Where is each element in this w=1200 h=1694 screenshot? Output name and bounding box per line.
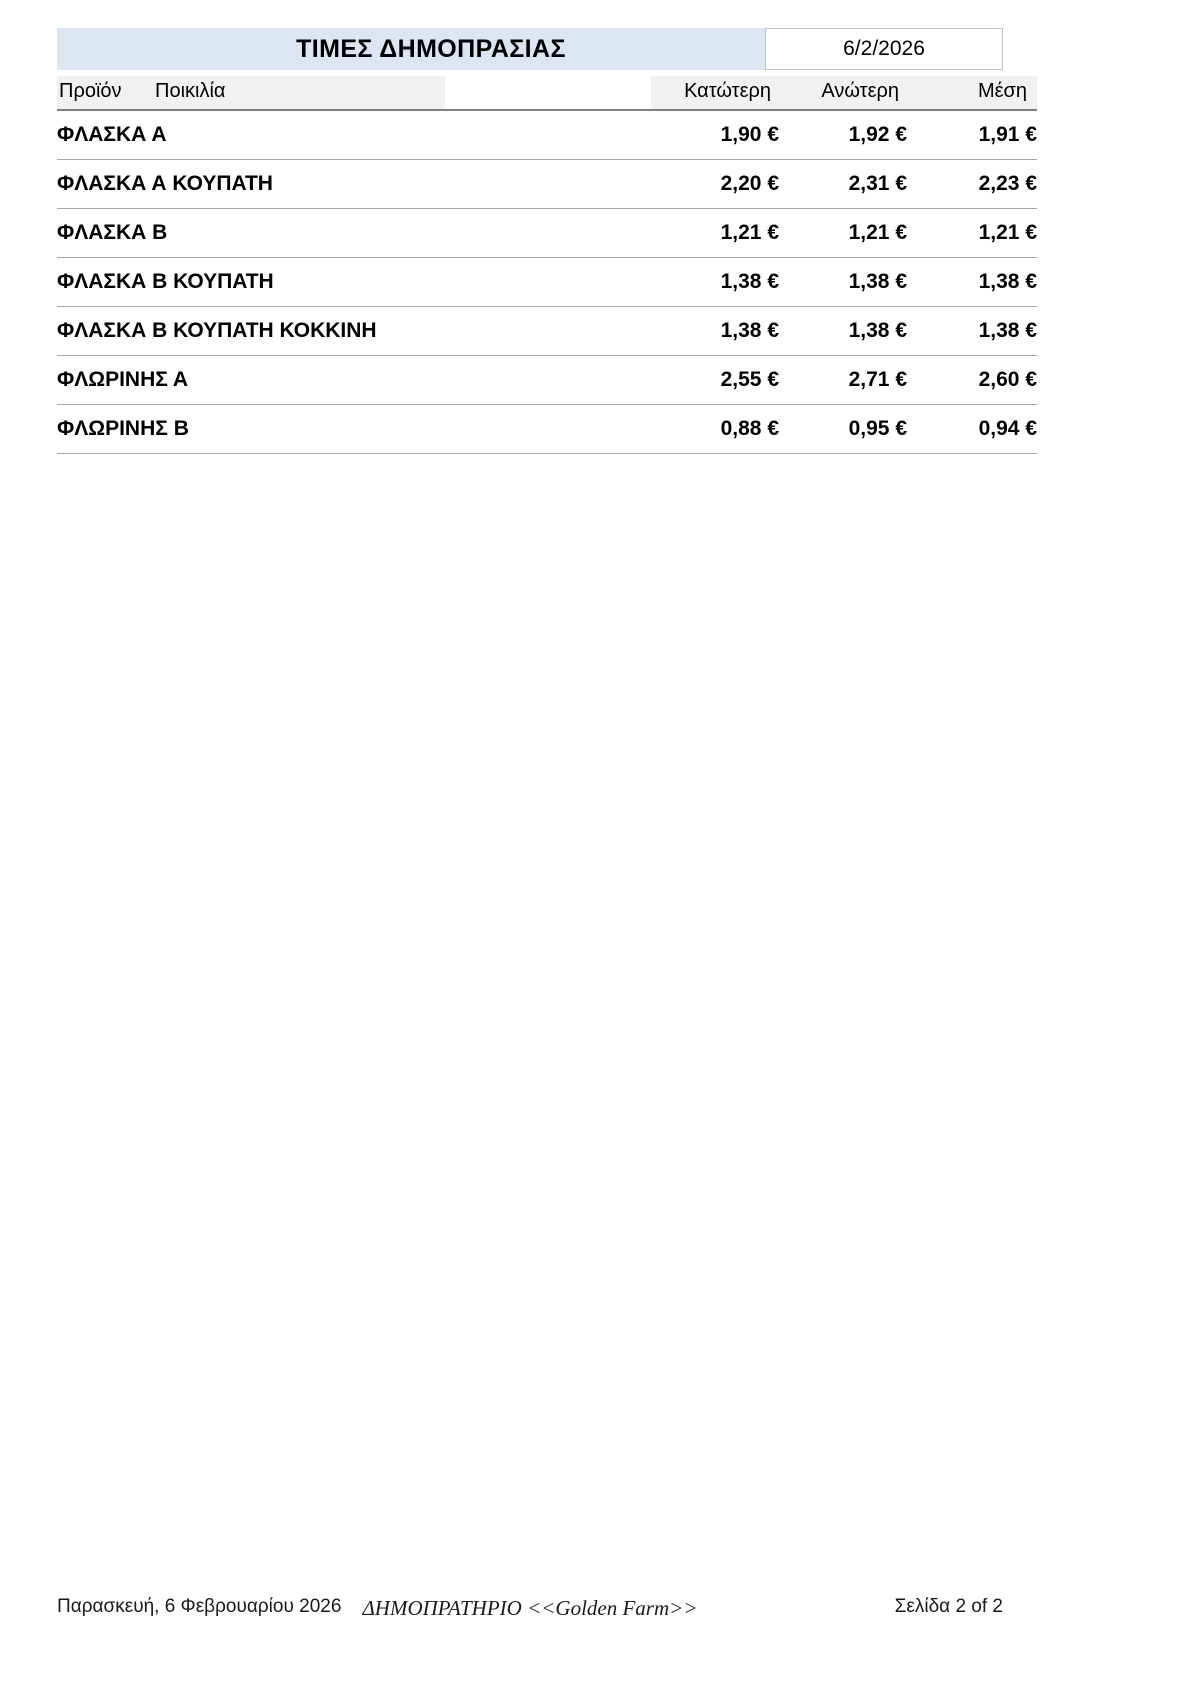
cell-low-price: 0,88 € bbox=[651, 405, 779, 454]
cell-high-price: 1,92 € bbox=[779, 110, 907, 160]
cell-variety-name: ΦΛΑΣΚΑ Β bbox=[57, 209, 651, 258]
cell-low-price: 1,90 € bbox=[651, 110, 779, 160]
cell-high-price: 1,38 € bbox=[779, 258, 907, 307]
cell-avg-price: 2,23 € bbox=[907, 160, 1037, 209]
page-footer bbox=[57, 1596, 1003, 1626]
cell-avg-price: 1,38 € bbox=[907, 307, 1037, 356]
footer-organization: ΔΗΜΟΠΡΑΤΗΡΙΟ <<Golden Farm>> bbox=[362, 1596, 698, 1620]
cell-low-price: 1,38 € bbox=[651, 258, 779, 307]
cell-variety-name: ΦΛΩΡΙΝΗΣ Α bbox=[57, 356, 651, 405]
cell-variety-name: ΦΛΑΣΚΑ Α bbox=[57, 110, 651, 160]
column-header-blank bbox=[445, 76, 651, 110]
table-row bbox=[57, 209, 1037, 258]
cell-variety-name: ΦΛΑΣΚΑ Β ΚΟΥΠΑΤΗ bbox=[57, 258, 651, 307]
column-header-low: Κατώτερη bbox=[651, 76, 779, 110]
cell-low-price: 1,21 € bbox=[651, 209, 779, 258]
cell-high-price: 2,31 € bbox=[779, 160, 907, 209]
cell-avg-price: 1,91 € bbox=[907, 110, 1037, 160]
price-table-container bbox=[57, 76, 1037, 454]
table-header bbox=[57, 76, 1037, 110]
cell-high-price: 2,71 € bbox=[779, 356, 907, 405]
table-body bbox=[57, 110, 1037, 454]
table-header-row bbox=[57, 76, 1037, 110]
cell-low-price: 1,38 € bbox=[651, 307, 779, 356]
column-header-variety: Ποικιλία bbox=[149, 76, 445, 110]
table-row bbox=[57, 160, 1037, 209]
cell-variety-name: ΦΛΩΡΙΝΗΣ Β bbox=[57, 405, 651, 454]
cell-avg-price: 2,60 € bbox=[907, 356, 1037, 405]
report-date: 6/2/2026 bbox=[765, 28, 1003, 70]
cell-high-price: 1,38 € bbox=[779, 307, 907, 356]
cell-variety-name: ΦΛΑΣΚΑ Α ΚΟΥΠΑΤΗ bbox=[57, 160, 651, 209]
page-title: ΤΙΜΕΣ ΔΗΜΟΠΡΑΣΙΑΣ bbox=[296, 34, 566, 63]
footer-page-number: Σελίδα 2 of 2 bbox=[894, 1596, 1003, 1617]
table-row bbox=[57, 307, 1037, 356]
price-table bbox=[57, 76, 1037, 454]
title-band bbox=[57, 28, 1003, 70]
cell-low-price: 2,55 € bbox=[651, 356, 779, 405]
column-header-product: Προϊόν bbox=[57, 76, 149, 110]
cell-avg-price: 1,38 € bbox=[907, 258, 1037, 307]
footer-date: Παρασκευή, 6 Φεβρουαρίου 2026 bbox=[57, 1596, 342, 1617]
table-row bbox=[57, 356, 1037, 405]
table-row bbox=[57, 405, 1037, 454]
column-header-avg: Μέση bbox=[907, 76, 1037, 110]
column-header-high: Ανώτερη bbox=[779, 76, 907, 110]
table-row bbox=[57, 258, 1037, 307]
cell-high-price: 0,95 € bbox=[779, 405, 907, 454]
cell-low-price: 2,20 € bbox=[651, 160, 779, 209]
cell-variety-name: ΦΛΑΣΚΑ Β ΚΟΥΠΑΤΗ ΚΟΚΚΙΝΗ bbox=[57, 307, 651, 356]
cell-high-price: 1,21 € bbox=[779, 209, 907, 258]
cell-avg-price: 1,21 € bbox=[907, 209, 1037, 258]
cell-avg-price: 0,94 € bbox=[907, 405, 1037, 454]
table-row bbox=[57, 110, 1037, 160]
